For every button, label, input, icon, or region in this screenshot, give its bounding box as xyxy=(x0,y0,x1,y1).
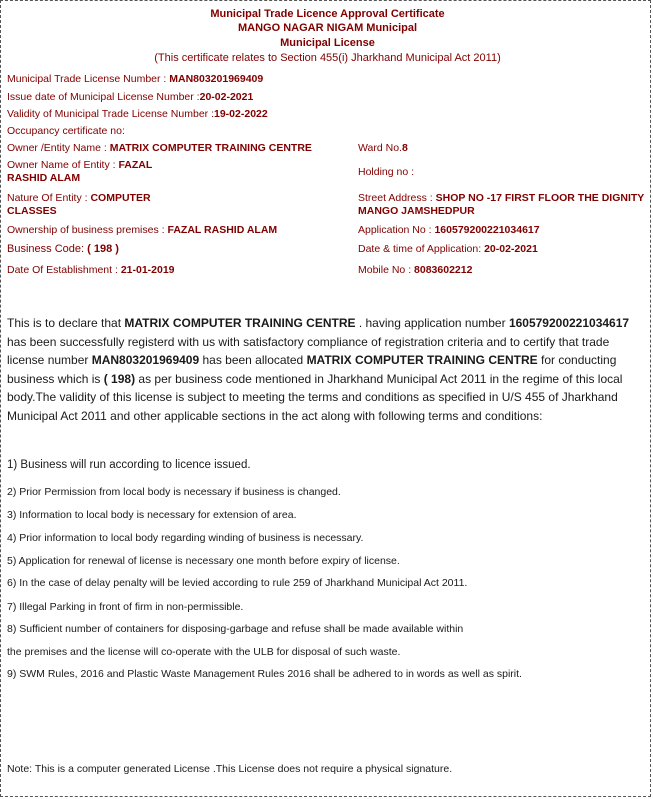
declaration-paragraph: This is to declare that MATRIX COMPUTER TRAINING CENTRE . having application number 160579200221034617 has been successfully registerd with us with satisfactory compliance of registration criteria and to certify that trade license number MAN803201969409 has been allocated MATRIX COMPUTER TRAINING CENTRE for conducting business which is ( 198) as per business code mentioned in Jharkhand Municipal Act 2011 in the regime of this local body.The validity of this license is subject to meeting the terms and conditions as specified in U/S 455 of Jharkhand Municipal Act 2011 and other applicable sections in the act along with following terms and conditions: xyxy=(7,316,630,423)
establishment-field: Date Of Establishment : 21-01-2019 xyxy=(7,264,175,276)
condition-item: 8) Sufficient number of containers for disposing-garbage and refuse shall be made available within xyxy=(7,623,464,635)
condition-item: 1) Business will run according to licence issued. xyxy=(7,459,251,471)
ownership-field: Ownership of business premises : FAZAL RASHID ALAM xyxy=(7,224,278,236)
ward-field: Ward No.8 xyxy=(358,142,408,154)
occupancy-field: Occupancy certificate no: xyxy=(7,125,125,137)
nigam-name: MANGO NAGAR NIGAM Municipal xyxy=(237,22,418,34)
street-address-field: Street Address : SHOP NO -17 FIRST FLOOR THE DIGNITY MANGO JAMSHEDPUR xyxy=(358,192,645,217)
footer-note: Note: This is a computer generated License .This License does not require a physical signature. xyxy=(7,763,453,775)
condition-item: 7) Illegal Parking in front of firm in non-permissible. xyxy=(7,601,244,613)
condition-item: 4) Prior information to local body regarding winding of business is necessary. xyxy=(7,532,364,544)
license-number-field: Municipal Trade License Number : MAN803201969409 xyxy=(7,73,264,85)
condition-item: 5) Application for renewal of license is necessary one month before expiry of license. xyxy=(7,555,400,567)
condition-item: the premises and the license will co-operate with the ULB for disposal of such waste. xyxy=(7,646,401,658)
owner-name-field: Owner Name of Entity : FAZAL RASHID ALAM xyxy=(7,159,153,184)
application-number-field: Application No : 160579200221034617 xyxy=(358,224,540,236)
holding-field: Holding no : xyxy=(358,166,415,178)
license-subtitle: Municipal License xyxy=(280,37,375,49)
owner-entity-field: Owner /Entity Name : MATRIX COMPUTER TRAINING CENTRE xyxy=(7,142,312,154)
act-reference: (This certificate relates to Section 455(i) Jharkhand Municipal Act 2011) xyxy=(154,52,501,64)
mobile-field: Mobile No : 8083602212 xyxy=(358,264,473,276)
application-date-field: Date & time of Application: 20-02-2021 xyxy=(358,243,538,255)
certificate-title: Municipal Trade Licence Approval Certificate xyxy=(210,8,445,20)
condition-item: 3) Information to local body is necessary for extension of area. xyxy=(7,509,297,521)
condition-item: 9) SWM Rules, 2016 and Plastic Waste Management Rules 2016 shall be adhered to in words as well as spirit. xyxy=(7,668,522,680)
condition-item: 6) In the case of delay penalty will be levied according to rule 259 of Jharkhand Municipal Act 2011. xyxy=(7,577,468,589)
nature-field: Nature Of Entity : COMPUTER CLASSES xyxy=(7,192,151,217)
validity-field: Validity of Municipal Trade License Number :19-02-2022 xyxy=(7,108,268,120)
business-code-field: Business Code: ( 198 ) xyxy=(7,243,119,255)
condition-item: 2) Prior Permission from local body is necessary if business is changed. xyxy=(7,486,341,498)
issue-date-field: Issue date of Municipal License Number :20-02-2021 xyxy=(7,91,254,103)
